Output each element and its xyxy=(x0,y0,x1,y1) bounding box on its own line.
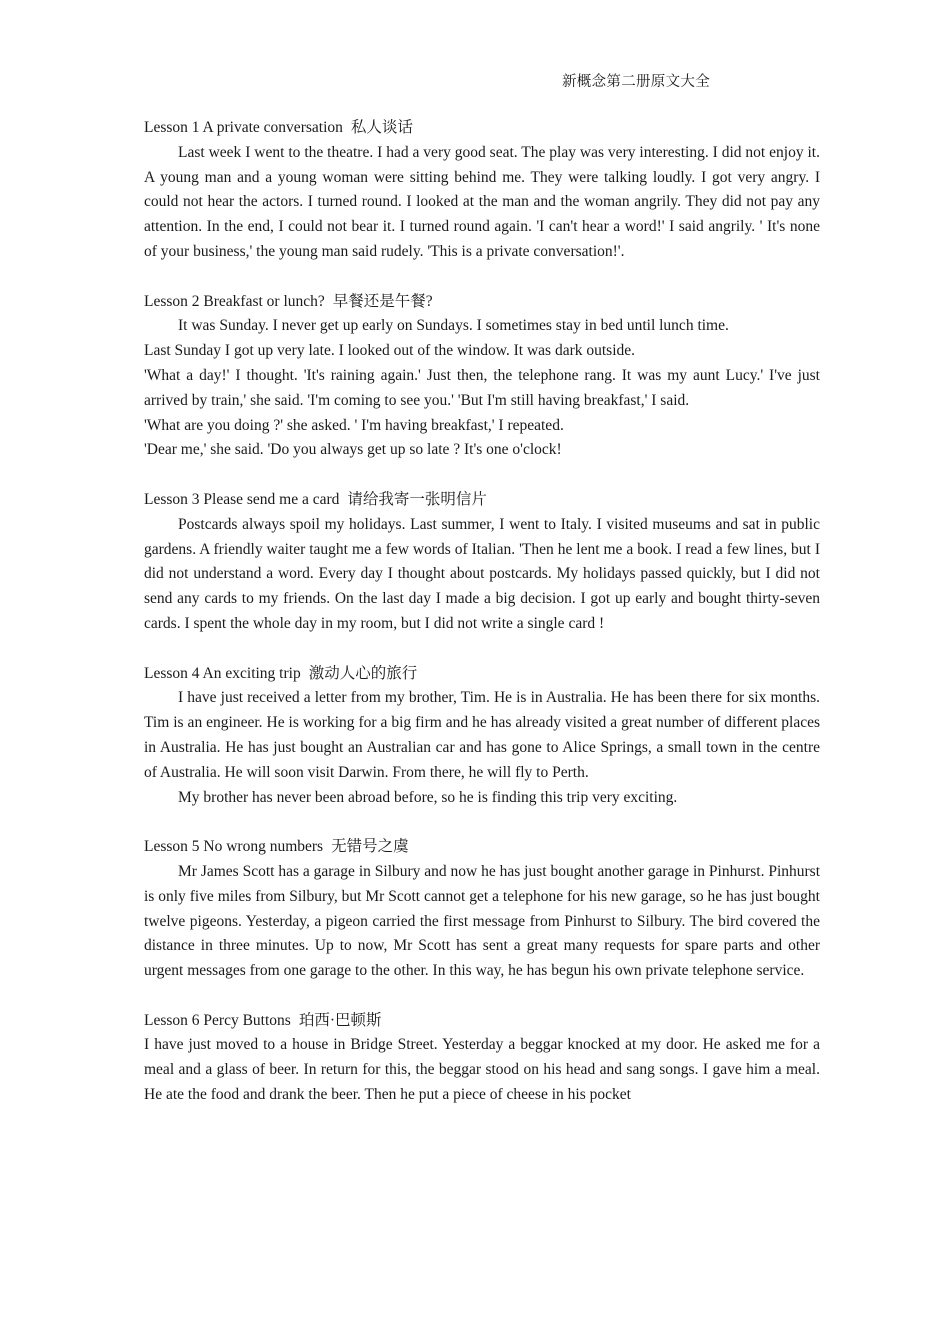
lesson-4-paragraph-2: My brother has never been abroad before, so he is finding this trip very exciting. xyxy=(178,788,678,806)
document-body xyxy=(144,116,820,1133)
lesson-5-title-zh: 无错号之虞 xyxy=(331,838,409,856)
lesson-5-title xyxy=(144,835,820,860)
lesson-2-paragraph-3: 'What a day!' I thought. 'It's raining again.' Just then, the telephone rang. It was my aunt Lucy.' I've just arrived by train,' she said. 'I'm coming to see you.' 'But I'm still having breakfast,' I said. xyxy=(144,366,820,409)
lesson-4-title-en: Lesson 4 An exciting trip xyxy=(144,664,301,682)
lesson-3-title xyxy=(144,488,820,513)
lesson-2-title-zh: 早餐还是午餐? xyxy=(332,292,433,310)
lesson-1-title-zh: 私人谈话 xyxy=(350,119,413,136)
lesson-5-paragraph-1: Mr James Scott has a garage in Silbury and now he has just bought another garage in Pinhurst. Pinhurst is only five miles from Silbury, but Mr Scott cannot get a telephone for his new garage, so he has just bought twelve pigeons. Yesterday, a pigeon carried the first message from Pinhurst to Silbury. The bird covered the distance in three minutes. Up to now, Mr Scott has sent a great many requests for spare parts and other urgent messages from one garage to the other. In this way, he has begun his own private telephone service. xyxy=(144,862,820,980)
lesson-6-title xyxy=(144,1009,820,1034)
lesson-3 xyxy=(144,488,820,637)
lesson-3-paragraph-1: Postcards always spoil my holidays. Last summer, I went to Italy. I visited museums and sat in public gardens. A friendly waiter taught me a few words of Italian. 'Then he lent me a book. I read a few lines, but I did not understand a word. Every day I thought about postcards. My holidays passed quickly, but I did not send any cards to my friends. On the last day I made a big decision. I got up early and bought thirty-seven cards. I spent the whole day in my room, but I did not write a single card ! xyxy=(144,515,820,632)
lesson-4-title-zh: 激动人心的旅行 xyxy=(308,664,418,682)
lesson-4-title xyxy=(144,662,820,687)
lesson-2-paragraph-1: It was Sunday. I never get up early on Sundays. I sometimes stay in bed until lunch time. xyxy=(178,317,729,335)
lesson-2 xyxy=(144,290,820,464)
lesson-2-title xyxy=(144,290,820,315)
lesson-6-title-en: Lesson 6 Percy Buttons xyxy=(144,1011,291,1029)
lesson-5-title-en: Lesson 5 No wrong numbers xyxy=(144,838,324,856)
running-header: 新概念第二册原文大全 xyxy=(562,74,710,90)
lesson-6-paragraph-1: I have just moved to a house in Bridge Street. Yesterday a beggar knocked at my door. He asked me for a meal and a glass of beer. In return for this, the beggar stood on his head and sang songs. I gave him a meal. He ate the food and drank the beer. Then he put a piece of cheese in his pocket xyxy=(144,1036,820,1104)
lesson-1-paragraph-1: Last week I went to the theatre. I had a very good seat. The play was very interesting. I did not enjoy it. A young man and a young woman were sitting behind me. They were talking loudly. I got very angry. I could not hear the actors. I turned round. I looked at the man and the woman angrily. They did not pay any attention. In the end, I could not bear it. I turned round again. 'I can't hear a word!' I said angrily. ' It's none of your business,' the young man said rudely. 'This is a private conversation!'. xyxy=(144,143,820,260)
lesson-2-paragraph-2: Last Sunday I got up very late. I looked out of the window. It was dark outside. xyxy=(144,342,636,360)
lesson-6 xyxy=(144,1009,820,1108)
lesson-1-title xyxy=(144,116,820,141)
lesson-4-paragraph-1: I have just received a letter from my brother, Tim. He is in Australia. He has been there for six months. Tim is an engineer. He is working for a big firm and he has already visited a great number of different places in Australia. He has just bought an Australian car and has gone to Alice Springs, a small town in the centre of Australia. He will soon visit Darwin. From there, he will fly to Perth. xyxy=(144,689,820,781)
lesson-3-title-zh: 请给我寄一张明信片 xyxy=(347,490,487,508)
lesson-5 xyxy=(144,835,820,984)
lesson-2-paragraph-4: 'What are you doing ?' she asked. ' I'm having breakfast,' I repeated. xyxy=(144,416,564,434)
lesson-3-title-en: Lesson 3 Please send me a card xyxy=(144,490,340,508)
lesson-2-title-en: Lesson 2 Breakfast or lunch? xyxy=(144,292,325,310)
lesson-2-paragraph-5: 'Dear me,' she said. 'Do you always get up so late ? It's one o'clock! xyxy=(144,441,562,459)
lesson-1 xyxy=(144,116,820,265)
lesson-1-title-en: Lesson 1 A private conversation xyxy=(144,119,343,136)
lesson-4 xyxy=(144,662,820,811)
lesson-6-title-zh: 珀西·巴顿斯 xyxy=(298,1011,382,1029)
